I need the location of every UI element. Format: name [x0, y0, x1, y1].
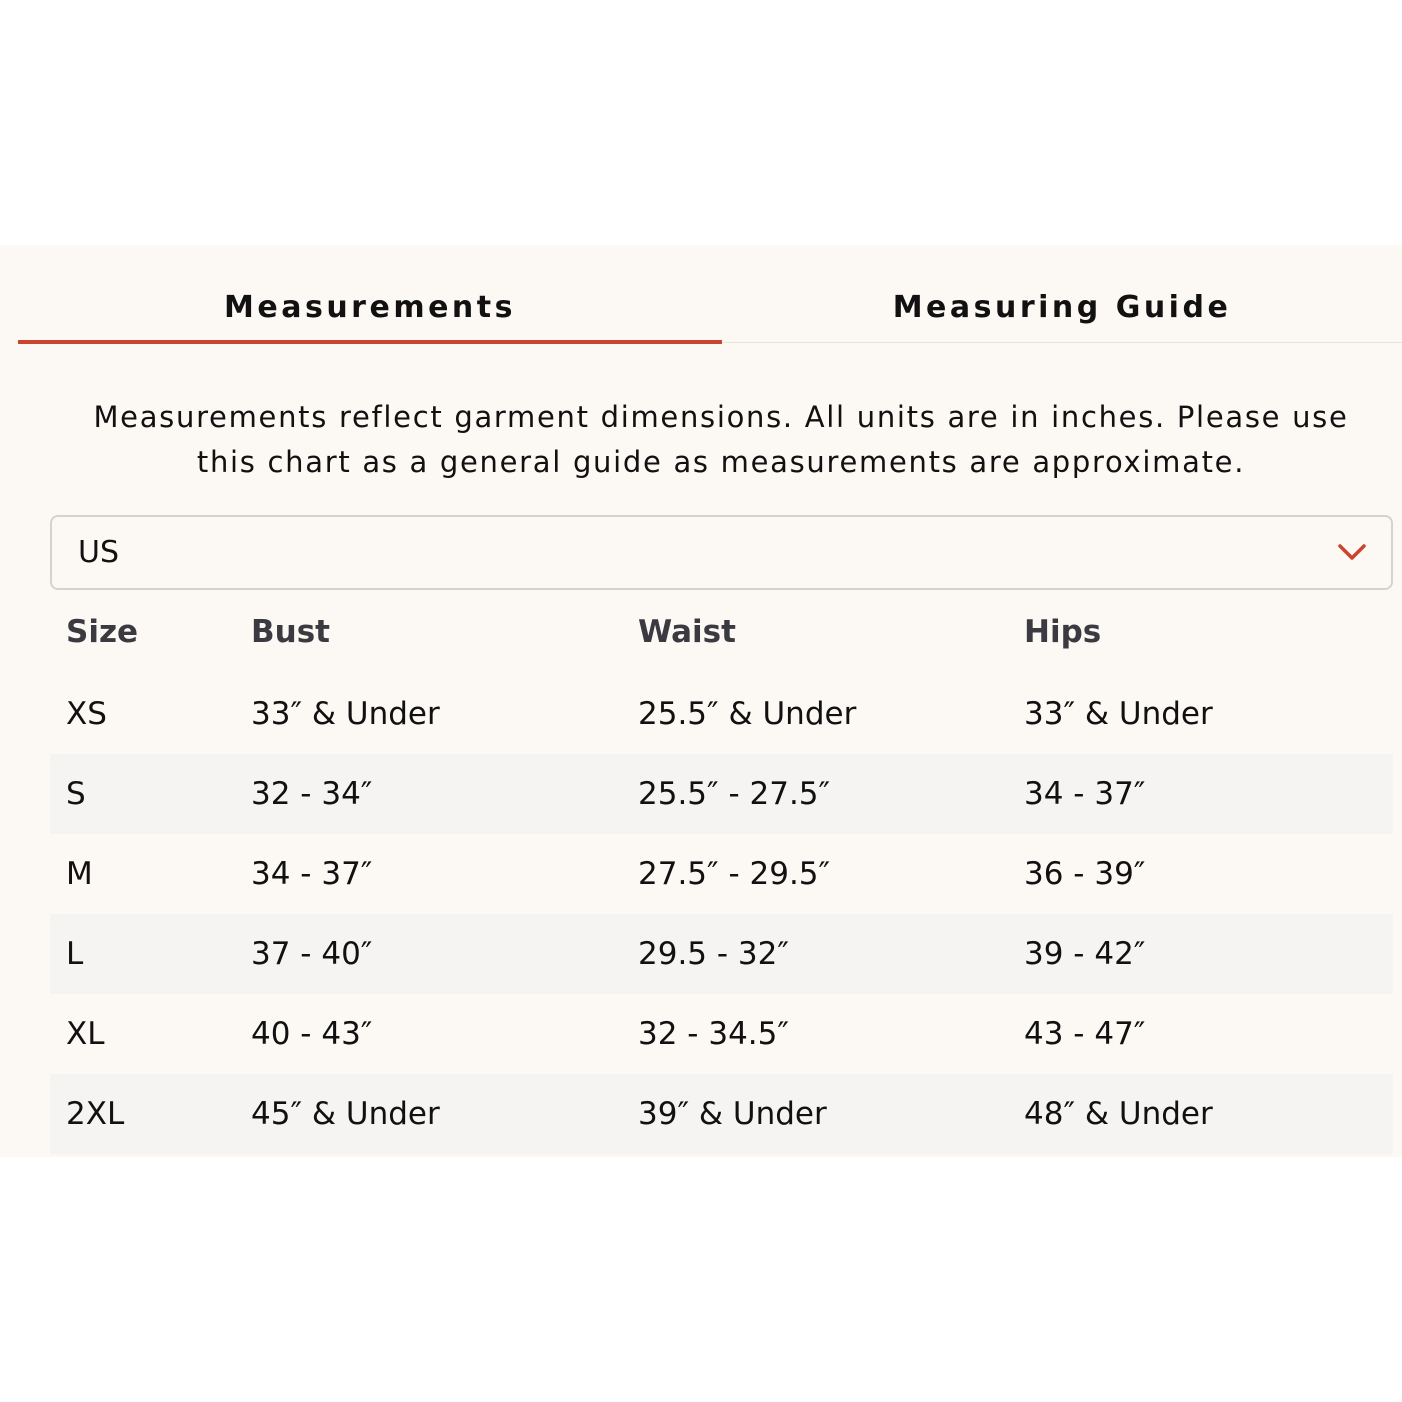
size-cell: M [66, 856, 93, 892]
intro-text [40, 395, 1402, 485]
waist-cell: 27.5″ - 29.5″ [638, 856, 831, 892]
unit-select[interactable] [50, 515, 1393, 590]
active-tab-underline [18, 340, 722, 344]
waist-cell: 29.5 - 32″ [638, 936, 789, 972]
header-hips: Hips [1024, 614, 1102, 650]
waist-cell: 25.5″ - 27.5″ [638, 776, 831, 812]
size-cell: XL [66, 1016, 105, 1052]
size-cell: L [66, 936, 84, 972]
bust-cell: 34 - 37″ [251, 856, 373, 892]
size-cell: XS [66, 696, 107, 732]
header-waist: Waist [638, 614, 736, 650]
size-table [50, 590, 1393, 1154]
size-cell: S [66, 776, 86, 812]
bust-cell: 45″ & Under [251, 1096, 440, 1132]
table-row [50, 994, 1393, 1074]
waist-cell: 32 - 34.5″ [638, 1016, 789, 1052]
header-size: Size [66, 614, 139, 650]
table-row [50, 674, 1393, 754]
table-row [50, 914, 1393, 994]
intro-line-1: Measurements reflect garment dimensions. All units are in inches. Please use [93, 400, 1349, 434]
waist-cell: 39″ & Under [638, 1096, 827, 1132]
bust-cell: 33″ & Under [251, 696, 440, 732]
table-row [50, 1074, 1393, 1154]
hips-cell: 43 - 47″ [1024, 1016, 1146, 1052]
table-header-row [50, 590, 1393, 674]
bust-cell: 40 - 43″ [251, 1016, 373, 1052]
unit-select-value: US [78, 535, 120, 570]
tab-bar [18, 245, 1402, 343]
hips-cell: 33″ & Under [1024, 696, 1213, 732]
tab-measurements-label: Measurements [224, 290, 516, 325]
header-bust: Bust [251, 614, 330, 650]
bust-cell: 37 - 40″ [251, 936, 373, 972]
tab-measuring-guide-label: Measuring Guide [892, 290, 1232, 325]
hips-cell: 39 - 42″ [1024, 936, 1146, 972]
chevron-down-icon [1337, 541, 1367, 563]
tab-measurements[interactable] [18, 245, 722, 342]
table-row [50, 834, 1393, 914]
size-chart-panel [0, 245, 1402, 1157]
table-row [50, 754, 1393, 834]
hips-cell: 48″ & Under [1024, 1096, 1213, 1132]
waist-cell: 25.5″ & Under [638, 696, 857, 732]
hips-cell: 34 - 37″ [1024, 776, 1146, 812]
size-cell: 2XL [66, 1096, 125, 1132]
bust-cell: 32 - 34″ [251, 776, 373, 812]
tab-measuring-guide[interactable] [722, 245, 1402, 342]
hips-cell: 36 - 39″ [1024, 856, 1146, 892]
intro-line-2: this chart as a general guide as measurements are approximate. [196, 445, 1246, 479]
